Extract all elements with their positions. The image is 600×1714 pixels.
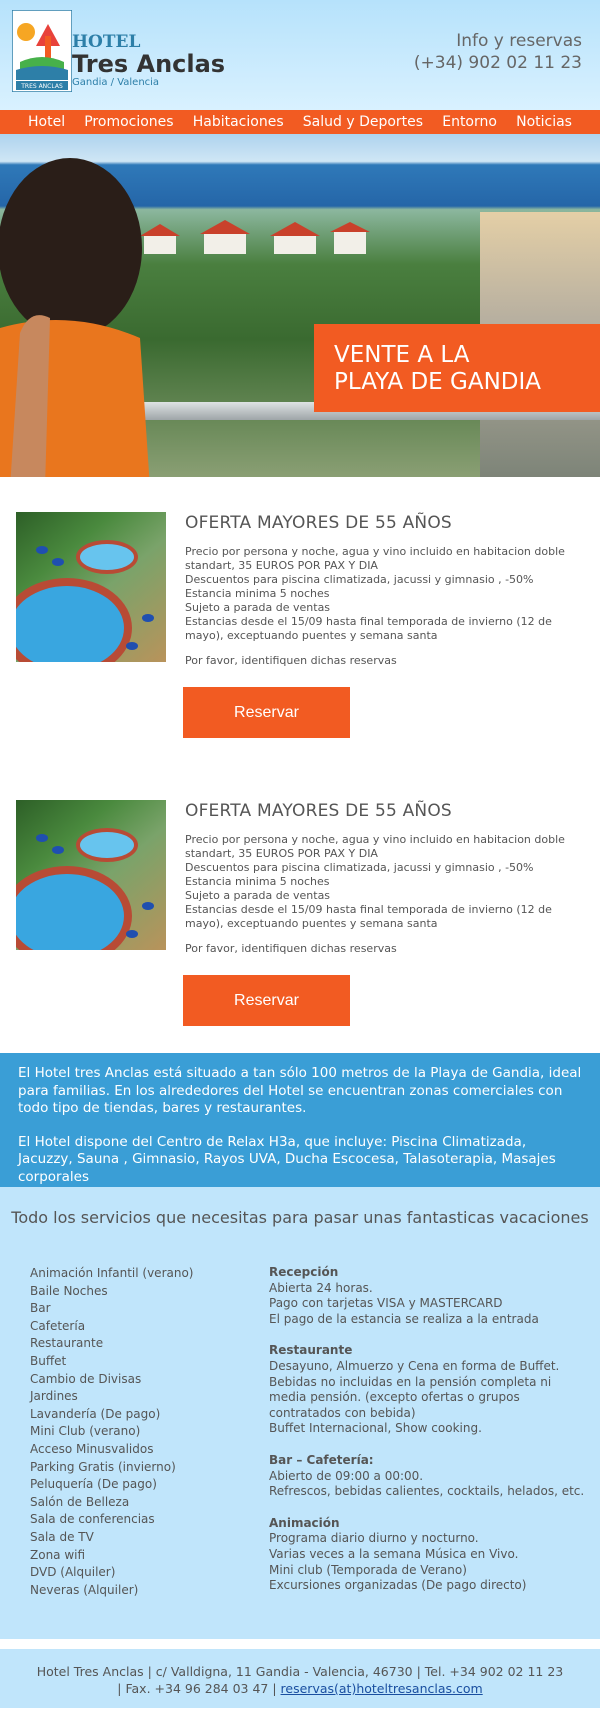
list-item: Bar xyxy=(30,1301,51,1316)
hotel-info-paragraph: El Hotel dispone del Centro de Relax H3a, que incluye: Piscina Climatizada, Jacuzzy, Sauna , Gimnasio, Rayos UVA, Ducha Escocesa, Talasoterapia, Masajes corporales xyxy=(18,1133,556,1185)
nav-item-habitaciones[interactable]: Habitaciones xyxy=(192,114,284,130)
offer-title: OFERTA MAYORES DE 55 AÑOS xyxy=(185,513,452,533)
list-item: Parking Gratis (invierno) xyxy=(30,1459,176,1474)
footer-email-link[interactable]: reservas(at)hoteltresanclas.com xyxy=(280,1681,483,1696)
nav-item-noticias[interactable]: Noticias xyxy=(516,114,572,130)
list-item: Neveras (Alquiler) xyxy=(30,1582,139,1597)
nav-item-salud-deportes[interactable]: Salud y Deportes xyxy=(302,114,424,130)
offer-line: Sujeto a parada de ventas xyxy=(185,889,331,902)
offer-line: Estancia minima 5 noches xyxy=(185,587,330,600)
offer-note: Por favor, identifiquen dichas reservas xyxy=(185,942,397,955)
nav-item-promociones[interactable]: Promociones xyxy=(84,114,174,130)
footer-contact xyxy=(0,1680,600,1697)
pool-small xyxy=(76,828,138,862)
reserve-button[interactable]: Reservar xyxy=(183,687,350,738)
list-item: Sala de conferencias xyxy=(30,1512,155,1527)
footer xyxy=(0,1649,600,1708)
brand-hotel-label: HOTEL xyxy=(72,32,141,52)
list-item: Jardines xyxy=(30,1389,78,1404)
pool-photo xyxy=(16,800,166,950)
umbrella-icon xyxy=(126,642,138,650)
hero-caption-line2: PLAYA DE GANDIA xyxy=(334,369,542,395)
list-item: Baile Noches xyxy=(30,1283,108,1298)
service-line: El pago de la estancia se realiza a la entrada xyxy=(269,1311,539,1326)
offer-line: Descuentos para piscina climatizada, jacussi y gimnasio , -50% xyxy=(185,861,534,874)
list-item: Acceso Minusvalidos xyxy=(30,1441,154,1456)
reserve-button[interactable]: Reservar xyxy=(183,975,350,1026)
contact-phone: (+34) 902 02 11 23 xyxy=(413,53,582,73)
service-line: Pago con tarjetas VISA y MASTERCARD xyxy=(269,1296,503,1311)
service-line: Excursiones organizadas (De pago directo) xyxy=(269,1578,527,1593)
list-item: Animación Infantil (verano) xyxy=(30,1266,194,1280)
offer-line: Estancias desde el 15/09 hasta final temporada de invierno (12 de mayo), exceptuando puentes y semana santa xyxy=(185,903,552,930)
list-item: Zona wifi xyxy=(30,1547,86,1562)
hero-caption-line1: VENTE A LA xyxy=(334,342,470,368)
umbrella-icon xyxy=(142,614,154,622)
services-list xyxy=(30,1265,193,1599)
offer-card xyxy=(0,477,600,765)
umbrella-icon xyxy=(36,546,48,554)
nav-item-entorno[interactable]: Entorno xyxy=(442,114,497,130)
pool-photo xyxy=(16,512,166,662)
footer-fax: | Fax. +34 96 284 03 47 | xyxy=(117,1681,281,1696)
nav-item-hotel[interactable]: Hotel xyxy=(28,114,66,130)
services-details xyxy=(269,1265,589,1610)
offer-title: OFERTA MAYORES DE 55 AÑOS xyxy=(185,801,452,821)
umbrella-icon xyxy=(52,558,64,566)
service-block-animacion xyxy=(269,1516,589,1594)
hero-banner xyxy=(0,134,600,477)
umbrella-icon xyxy=(36,834,48,842)
hero-caption xyxy=(314,324,600,412)
service-block-restaurante xyxy=(269,1343,589,1437)
service-block-bar xyxy=(269,1453,589,1500)
list-item: Lavandería (De pago) xyxy=(30,1406,161,1421)
pool-big xyxy=(16,578,132,662)
offer-line: Sujeto a parada de ventas xyxy=(185,601,331,614)
list-item: Restaurante xyxy=(30,1336,104,1351)
main-nav xyxy=(0,110,600,134)
service-line: Abierto de 09:00 a 00:00. xyxy=(269,1468,424,1483)
list-item: DVD (Alquiler) xyxy=(30,1565,116,1580)
logo-caption: TRES ANCLAS xyxy=(21,83,63,90)
service-block-recepcion xyxy=(269,1265,589,1327)
contact-label: Info y reservas xyxy=(456,31,582,51)
footer-gap xyxy=(0,1639,600,1649)
services-section xyxy=(0,1187,600,1639)
service-line: Desayuno, Almuerzo y Cena en forma de Buffet. xyxy=(269,1358,560,1373)
brand-name: Tres Anclas xyxy=(72,50,226,78)
service-heading: Recepción xyxy=(269,1265,339,1279)
offer-note: Por favor, identifiquen dichas reservas xyxy=(185,654,397,667)
offer-description xyxy=(185,545,580,643)
service-heading: Animación xyxy=(269,1515,340,1530)
service-line: Bebidas no incluidas en la pensión completa ni media pensión. (excepto ofertas o grupos contratados con bebida) xyxy=(269,1374,552,1420)
umbrella-icon xyxy=(52,846,64,854)
list-item: Salón de Belleza xyxy=(30,1494,130,1509)
offer-card xyxy=(0,765,600,1053)
offer-description xyxy=(185,833,580,931)
offer-line: Estancias desde el 15/09 hasta final temporada de invierno (12 de mayo), exceptuando puentes y semana santa xyxy=(185,615,552,642)
offer-line: Precio por persona y noche, agua y vino incluido en habitacion doble standart, 35 EUROS POR PAX Y DIA xyxy=(185,545,565,572)
service-line: Mini club (Temporada de Verano) xyxy=(269,1562,467,1577)
services-title: Todo los servicios que necesitas para pasar unas fantasticas vacaciones xyxy=(11,1208,589,1227)
umbrella-icon xyxy=(142,902,154,910)
service-heading: Restaurante xyxy=(269,1343,353,1358)
list-item: Mini Club (verano) xyxy=(30,1424,141,1439)
service-line: Abierta 24 horas. xyxy=(269,1280,373,1295)
offer-line: Estancia minima 5 noches xyxy=(185,875,330,888)
hotel-logo-icon[interactable] xyxy=(12,10,72,92)
header xyxy=(0,0,600,110)
list-item: Sala de TV xyxy=(30,1529,94,1544)
brand xyxy=(72,34,225,89)
umbrella-icon xyxy=(126,930,138,938)
contact-info xyxy=(414,30,582,74)
hero-houses-image xyxy=(140,216,380,256)
list-item: Buffet xyxy=(30,1353,67,1368)
hero-woman-image xyxy=(0,158,150,477)
list-item: Cafetería xyxy=(30,1318,86,1333)
pool-big xyxy=(16,866,132,950)
brand-location: Gandia / Valencia xyxy=(72,77,160,88)
offer-line: Descuentos para piscina climatizada, jacussi y gimnasio , -50% xyxy=(185,573,534,586)
hotel-info-section xyxy=(0,1053,600,1187)
service-line: Refrescos, bebidas calientes, cocktails, helados, etc. xyxy=(269,1484,585,1499)
service-line: Varias veces a la semana Música en Vivo. xyxy=(269,1546,519,1561)
list-item: Cambio de Divisas xyxy=(30,1371,142,1386)
pool-small xyxy=(76,540,138,574)
offer-line: Precio por persona y noche, agua y vino incluido en habitacion doble standart, 35 EUROS POR PAX Y DIA xyxy=(185,833,565,860)
service-line: Buffet Internacional, Show cooking. xyxy=(269,1421,482,1436)
service-line: Programa diario diurno y nocturno. xyxy=(269,1531,479,1546)
hotel-info-paragraph: El Hotel tres Anclas está situado a tan sólo 100 metros de la Playa de Gandia, ideal para familias. En los alrededores del Hotel se encuentran zonas comerciales con todo tipo de tiendas, bares y restaurantes. xyxy=(18,1065,582,1116)
service-heading: Bar – Cafetería: xyxy=(269,1452,374,1467)
list-item: Peluquería (De pago) xyxy=(30,1477,157,1492)
footer-address: Hotel Tres Anclas | c/ Valldigna, 11 Gandia - Valencia, 46730 | Tel. +34 902 02 11 23 xyxy=(36,1664,564,1679)
